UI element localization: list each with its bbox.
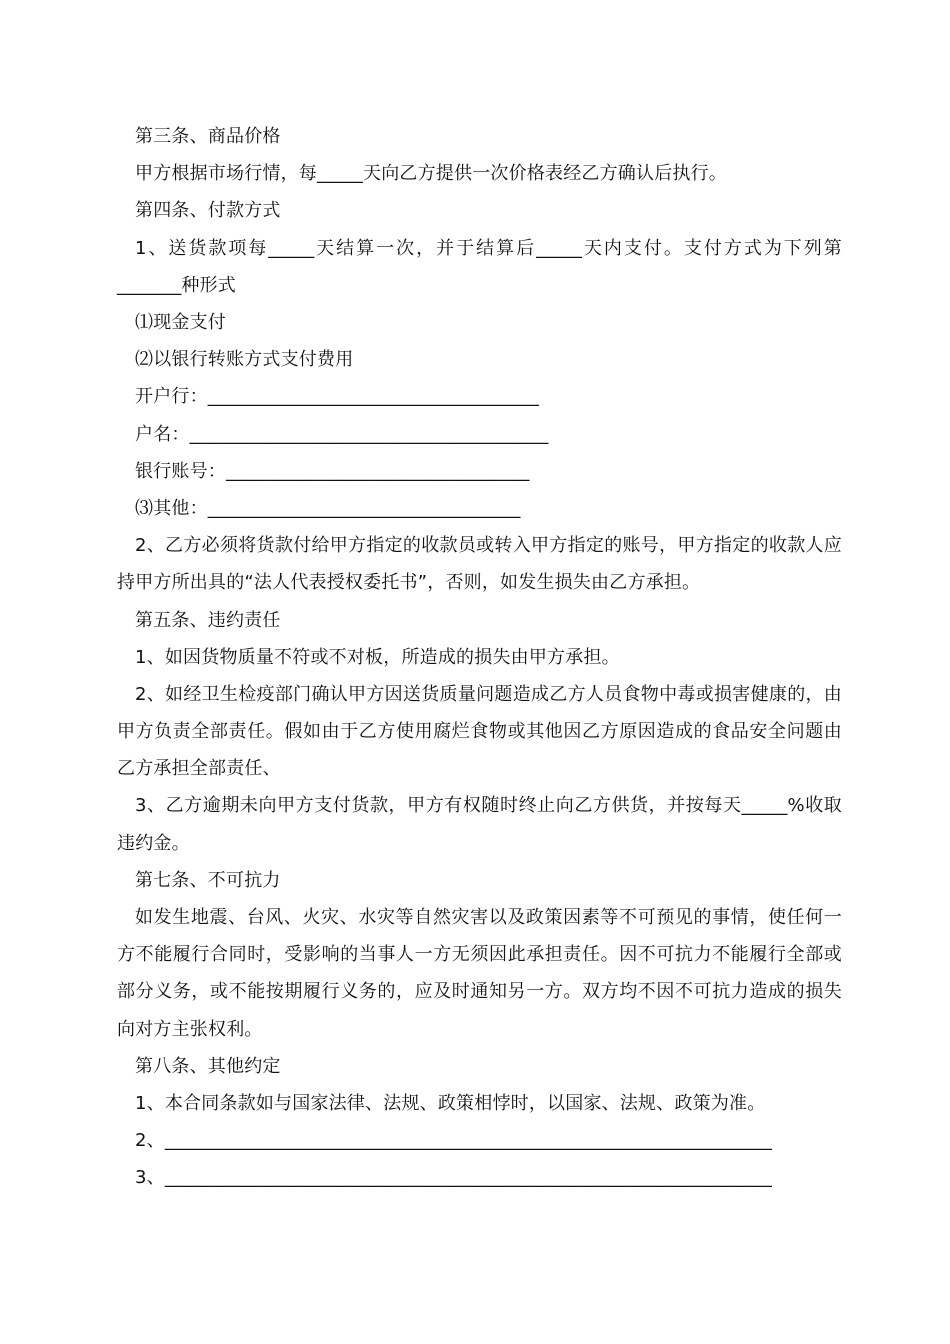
article-5-clause-3: 3、乙方逾期未向甲方支付货款，甲方有权随时终止向乙方供货，并按每天_____%收取违约金。 bbox=[117, 795, 842, 854]
account-name-field: 户名：_______________________________________ bbox=[135, 423, 549, 445]
contract-body bbox=[117, 118, 842, 1197]
article-3-text: 甲方根据市场行情，每_____天向乙方提供一次价格表经乙方确认后执行。 bbox=[135, 163, 727, 185]
payment-option-bank-transfer: ⑵以银行转账方式支付费用 bbox=[135, 349, 354, 371]
account-number-field: 银行账号：_________________________________ bbox=[135, 460, 530, 482]
payment-option-other: ⑶其他：__________________________________ bbox=[135, 497, 521, 519]
article-7-text: 如发生地震、台风、火灾、水灾等自然灾害以及政策因素等不可预见的事情，使任何一方不能履行合同时，受影响的当事人一方无须因此承担责任。因不可抗力不能履行全部或部分义务，或不能按期履行义务的，应及时通知另一方。双方均不因不可抗力造成的损失向对方主张权利。 bbox=[117, 907, 842, 1040]
article-5-clause-2: 2、如经卫生检疫部门确认甲方因送货质量问题造成乙方人员食物中毒或损害健康的，由甲方负责全部责任。假如由于乙方使用腐烂食物或其他因乙方原因造成的食品安全问题由乙方承担全部责任、 bbox=[117, 683, 842, 780]
bank-name-field: 开户行：____________________________________ bbox=[135, 386, 539, 408]
article-8-clause-3: 3、__________________________________________________________________ bbox=[135, 1167, 773, 1189]
article-5-heading: 第五条、违约责任 bbox=[135, 609, 281, 631]
article-8-heading: 第八条、其他约定 bbox=[135, 1055, 281, 1077]
article-3-heading: 第三条、商品价格 bbox=[135, 126, 281, 147]
article-4-clause-2: 2、乙方必须将货款付给甲方指定的收款员或转入甲方指定的账号，甲方指定的收款人应持甲方所出具的“法人代表授权委托书”，否则，如发生损失由乙方承担。 bbox=[117, 535, 842, 594]
article-5-clause-1: 1、如因货物质量不符或不对板，所造成的损失由甲方承担。 bbox=[135, 646, 620, 668]
article-7-heading: 第七条、不可抗力 bbox=[135, 869, 281, 891]
article-8-clause-1: 1、本合同条款如与国家法律、法规、政策相悖时，以国家、法规、政策为准。 bbox=[135, 1093, 766, 1115]
article-8-clause-2: 2、__________________________________________________________________ bbox=[135, 1130, 773, 1152]
payment-option-cash: ⑴现金支付 bbox=[135, 311, 226, 333]
article-4-heading: 第四条、付款方式 bbox=[135, 200, 281, 222]
article-4-clause-1: 1、送货款项每_____天结算一次，并于结算后_____天内支付。支付方式为下列第_______种形式 bbox=[117, 237, 842, 296]
